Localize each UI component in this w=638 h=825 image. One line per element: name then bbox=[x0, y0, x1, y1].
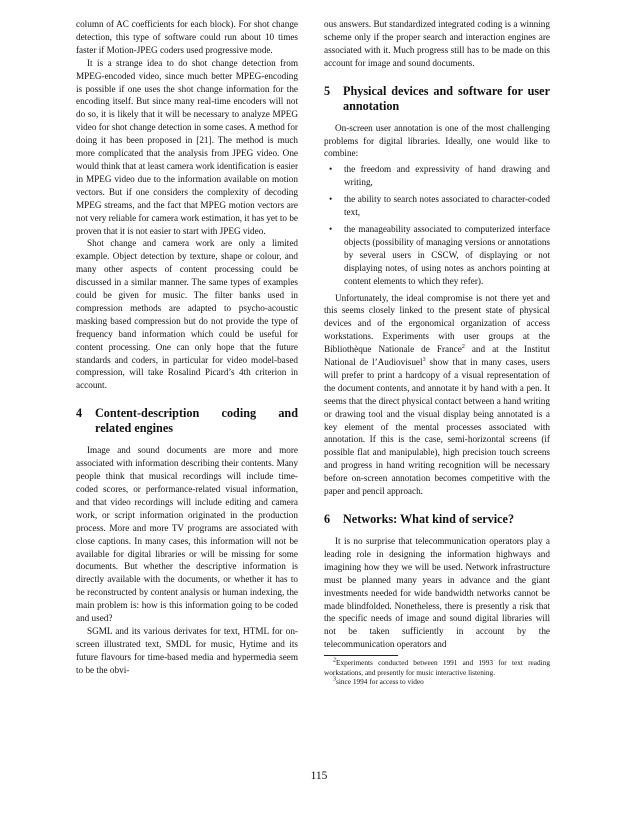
section-number: 4 bbox=[76, 406, 83, 421]
paragraph: Unfortunately, the ideal compromise is not there yet and this seems closely linked to the present state of physical devices and of the ergonomical organization of access workstations. Experiments with user groups at the Bibliothèque Nationale de France$^2$ and at the Institut National de l’Audiovisuel$^3$ show that in many cases, users will prefer to print a hardcopy of a visual representation of the document contents, and annotate it by hand with a pen. It seems that the direct physical contact between a hand writing or drawing tool and the visual display being annotated is a key element of the mental processes associated with annotation. If this is the case, semi-horizontal screens (if possible flat and manipulable), high precision touch screens and progress in hand writing recognition will be necessary before on-screen annotation becomes competitive with the paper and pencil approach. bbox=[324, 292, 551, 497]
section-title: Physical devices and software for user annotation bbox=[343, 83, 550, 113]
paragraph: ous answers. But standardized integrated coding is a winning scheme only if the proper search and interaction engines are associated with it. Much progress still has to be made on this account for image and sound documents. bbox=[324, 19, 550, 68]
footnote-marker: 2 bbox=[461, 344, 465, 351]
bullet-list bbox=[324, 163, 550, 287]
bullet-icon: • bbox=[329, 223, 333, 234]
section-heading-5 bbox=[324, 84, 550, 114]
right-column bbox=[324, 18, 550, 687]
section-number: 6 bbox=[324, 512, 331, 526]
section-heading-4 bbox=[76, 406, 298, 436]
paragraph: Shot change and camera work are only a limited example. Object detection by texture, shape or colour, and many other aspects of content processing could be discussed in a similar manner. The same types of examples could be given for music. The filter banks used in compression methods are adapted to psycho-acoustic masking based compression but do not provide the type of frequency band information which could be useful for content processing. One can only hope that the future standards and coders, in particular for video model-based compression, will take Rosalind Picard’s 4th criterion in account. bbox=[76, 238, 298, 391]
footnote-marker: 3 bbox=[422, 356, 426, 363]
paragraph: On-screen user annotation is one of the most challenging problems for digital libraries. Ideally, one would like to combine: bbox=[324, 122, 550, 159]
bullet-icon: • bbox=[329, 164, 333, 175]
section-title: Networks: What kind of service? bbox=[343, 512, 515, 526]
paragraph: SGML and its various derivates for text, HTML for on-screen illustrated text, SMDL for music, Hytime and its future flavours for time-based media and hypermedia seem to be the obvi- bbox=[76, 625, 298, 675]
list-item: • the freedom and expressivity of hand drawing and writing, bbox=[329, 164, 550, 188]
section-title: Content-description coding and related engines bbox=[95, 406, 298, 436]
bullet-icon: • bbox=[329, 194, 333, 205]
paragraph: It is no surprise that telecommunication operators play a leading role in designing the information highways and imagining how they we will be used. Network infrastructure must be planned many years in advance and the giant investments needed for wide bandwidth networks cannot be made blindfolded. Nonetheless, there is presently a risk that the specific needs of image and sound digital libraries will not be taken sufficiently in account by the telecommunication operators and bbox=[324, 536, 550, 650]
page-number: 115 bbox=[310, 770, 328, 782]
footnote: $^3$since 1994 for access to video bbox=[333, 676, 424, 687]
footnote-rule bbox=[324, 655, 398, 656]
footnote: $^2$Experiments conducted between 1991 and 1993 for text reading workstations, and presently for music interactive listening. bbox=[324, 657, 550, 677]
list-item: • the manageability associated to computerized interface objects (possibility of managing versions or annotations by several users in CSCW, of displaying or not displaying notes, of using notes as anchors pointing at content elements to which they refer). bbox=[329, 223, 550, 286]
list-item: • the ability to search notes associated to character-coded text, bbox=[329, 194, 550, 218]
paragraph: It is a strange idea to do shot change detection from MPEG-encoded video, since much better MPEG-encoding is possible if one uses the shot change information for the encoding itself. But since many real-time encoders will not do so, it is likely that it will be necessary to analyze MPEG video for shot change detection in some cases. A method for doing it has been proposed in [21]. The method is much more complicated that the analysis from JPEG video. One would think that at least camera work identification is easier in MPEG video due to the information available on motion vectors. But if one considers the complexity of decoding MPEG streams, and the fact that MPEG motion vectors are not very reliable for camera work estimation, it has yet to be proven that it is not easier to start with JPEG video. bbox=[76, 57, 298, 236]
paragraph: Image and sound documents are more and more associated with information describing their contents. Many people think that musical recordings will include time-coded scores, or performance-related visual information, and that video recordings will include editing and camera work, or script information originated in the production process. More and more TV programs are associated with close captions. In many cases, this information will not be available for digital libraries or will be missing for some documents. But whether the descriptive information is directly available with the documents, or whether it has to be reconstructed by content analysis or human indexing, the main problem is: how is this information going to be coded and used? bbox=[76, 445, 298, 624]
footnotes bbox=[324, 658, 550, 687]
section-heading-6 bbox=[324, 512, 550, 527]
paragraph: column of AC coefficients for each block). For shot change detection, this type of software could run about 10 times faster if Motion-JPEG coders used progressive mode. bbox=[76, 19, 298, 55]
section-number: 5 bbox=[324, 83, 331, 98]
left-column bbox=[76, 18, 298, 677]
